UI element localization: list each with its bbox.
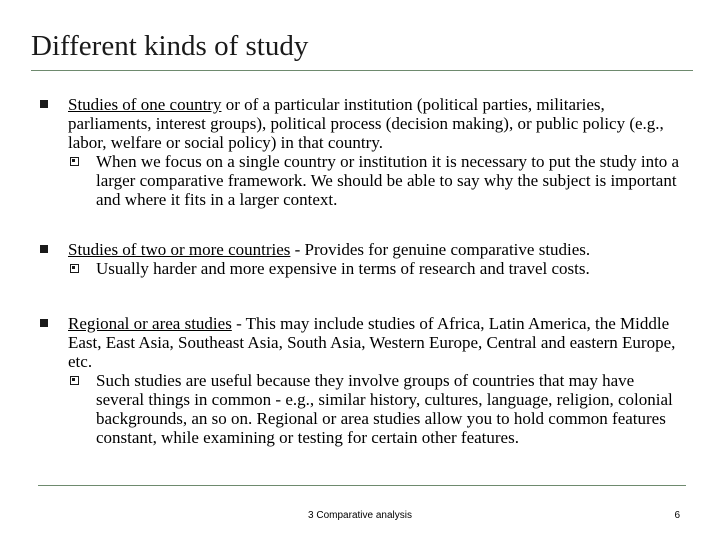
- hollow-square-bullet-icon: [70, 264, 79, 273]
- bullet-body: or of a particular institution (political parties, militaries, parliaments, interest groups), political process (decision making), or public policy (e.g., labor, welfare or social policy) in that country.: [68, 95, 664, 152]
- bullet-lead: Regional or area studies: [68, 314, 232, 333]
- bullet-lead: Studies of one country: [68, 95, 222, 114]
- footer-label: 3 Comparative analysis: [308, 510, 412, 521]
- sub-bullet: [96, 152, 680, 209]
- page-number: 6: [674, 510, 680, 521]
- hollow-square-bullet-icon: [70, 157, 79, 166]
- sub-bullet-text: When we focus on a single country or institution it is necessary to put the study into a larger comparative framework. We should be able to say why the subject is important and where it fits in a larger context.: [96, 152, 680, 209]
- bullet-lead: Studies of two or more countries: [68, 240, 291, 259]
- bullet-text: [68, 95, 680, 152]
- bullet-text: [68, 314, 680, 371]
- bullet-regional-studies: [40, 314, 680, 447]
- bullet-two-countries: [40, 240, 680, 278]
- bullet-body: - This may include studies of Africa, Latin America, the Middle East, East Asia, Southeast Asia, South Asia, Western Europe, Central and eastern Europe, etc.: [68, 314, 676, 371]
- square-bullet-icon: [40, 245, 48, 253]
- sub-bullet-text: Such studies are useful because they involve groups of countries that may have several things in common - e.g., similar history, cultures, language, religion, colonial backgrounds, an so on. Regional or area studies allow you to hold common features constant, while examining or testing for certain other features.: [96, 371, 673, 447]
- sub-bullet: [96, 259, 680, 278]
- square-bullet-icon: [40, 319, 48, 327]
- slide-title: Different kinds of study: [31, 30, 309, 62]
- hollow-square-bullet-icon: [70, 376, 79, 385]
- bullet-body: - Provides for genuine comparative studies.: [290, 240, 591, 259]
- bullet-one-country: [40, 95, 680, 209]
- sub-bullet-text: Usually harder and more expensive in terms of research and travel costs.: [96, 259, 590, 278]
- title-divider: [31, 70, 693, 71]
- bullet-text: [68, 240, 680, 259]
- sub-bullet: [96, 371, 680, 447]
- square-bullet-icon: [40, 100, 48, 108]
- footer-divider: [38, 485, 686, 486]
